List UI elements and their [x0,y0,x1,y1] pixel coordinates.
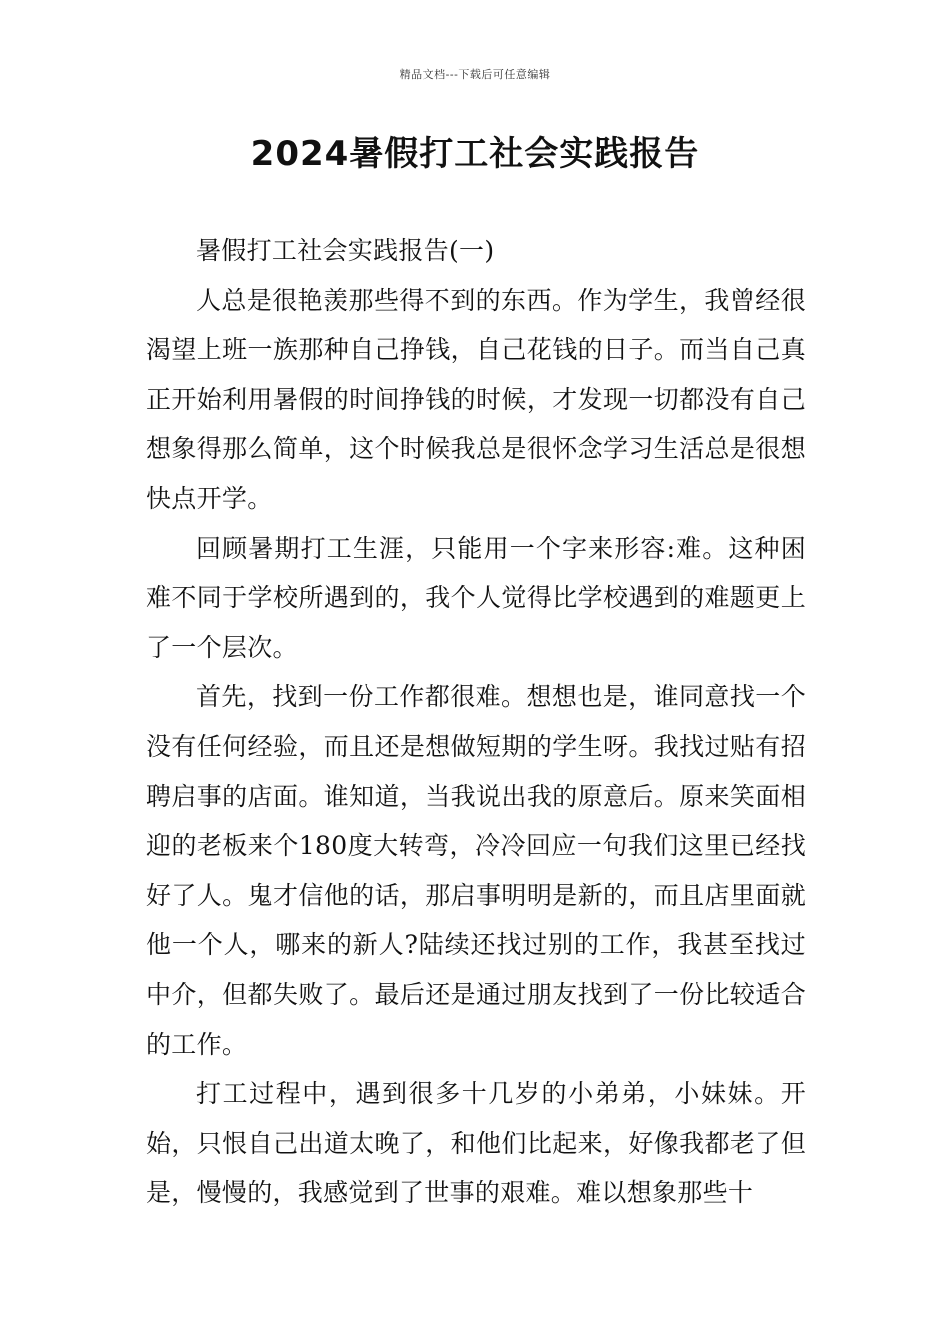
section-heading: 暑假打工社会实践报告(一) [196,236,495,265]
paragraph: 打工过程中，遇到很多十几岁的小弟弟，小妹妹。开始，只恨自己出道太晚了，和他们比起来，好像我都老了但是，慢慢的，我感觉到了世事的艰难。难以想象那些十 [146,1079,806,1208]
paragraph: 回顾暑期打工生涯，只能用一个字来形容:难。这种困难不同于学校所遇到的，我个人觉得比学校遇到的难题更上了一个层次。 [146,533,806,662]
document-body [146,226,806,1218]
document-title: 2024暑假打工社会实践报告 [250,134,700,174]
paragraph: 首先，找到一份工作都很难。想想也是，谁同意找一个没有任何经验，而且还是想做短期的学生呀。我找过贴有招聘启事的店面。谁知道，当我说出我的原意后。原来笑面相迎的老板来个180度大转弯，冷冷回应一句我们这里已经找好了人。鬼才信他的话，那启事明明是新的，而且店里面就他一个人，哪来的新人?陆续还找过别的工作，我甚至找过中介，但都失败了。最后还是通过朋友找到了一份比较适合的工作。 [146,682,806,1059]
paragraph: 人总是很艳羡那些得不到的东西。作为学生，我曾经很渴望上班一族那种自己挣钱，自己花钱的日子。而当自己真正开始利用暑假的时间挣钱的时候，才发现一切都没有自己想象得那么简单，这个时候我总是很怀念学习生活总是很想快点开学。 [146,285,806,513]
header-note: 精品文档---下载后可任意编辑 [399,68,551,81]
